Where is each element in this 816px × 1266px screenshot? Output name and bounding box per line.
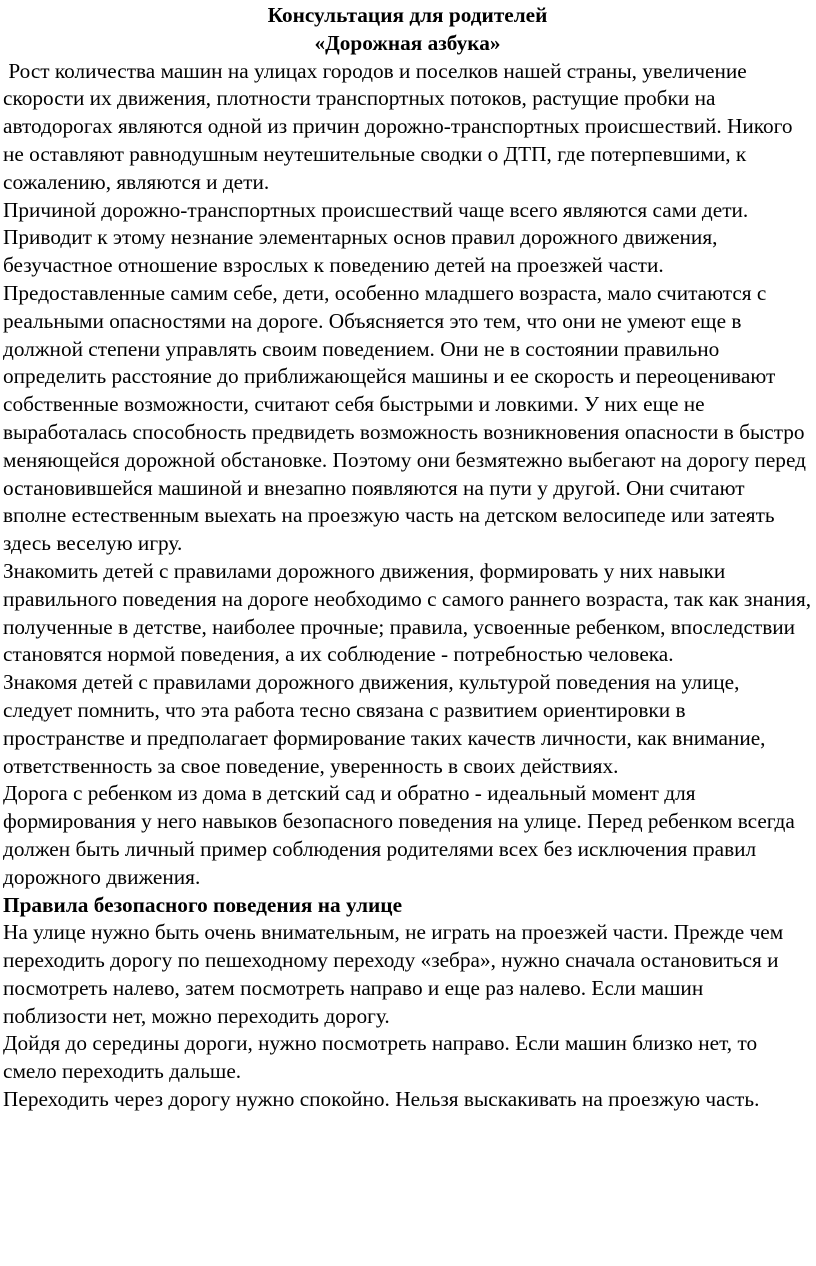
paragraph: Дойдя до середины дороги, нужно посмотреть направо. Если машин близко нет, то смело переходить дальше. <box>3 1031 758 1084</box>
section-heading: Правила безопасного поведения на улице <box>3 892 403 917</box>
document-title: Консультация для родителей <box>267 3 548 27</box>
paragraph: Знакомить детей с правилами дорожного движения, формировать у них навыки правильного поведения на дороге необходимо с самого раннего возраста, так как знания, полученные в детстве, наиболее прочные; правила, усвоенные ребенком, впоследствии становятся нормой поведения, а их соблюдение - потребностью человека. <box>3 558 812 667</box>
paragraph: Причиной дорожно-транспортных происшествий чаще всего являются сами дети. Приводит к этому незнание элементарных основ правил дорожного движения, безучастное отношение взрослых к поведению детей на проезжей части. Предоставленные самим себе, дети, особенно младшего возраста, мало считаются с реальными опасностями на дороге. Объясняется это тем, что они не умеют еще в должной степени управлять своим поведением. Они не в состоянии правильно определить расстояние до приближающейся машины и ее скорость и переоценивают собственные возможности, считают себя быстрыми и ловкими. У них еще не выработалась способность предвидеть возможность возникновения опасности в быстро меняющейся дорожной обстановке. Поэтому они безмятежно выбегают на дорогу перед остановившейся машиной и внезапно появляются на пути у другой. Они считают вполне естественным выехать на проезжую часть на детском велосипеде или затеять здесь веселую игру. <box>3 197 806 556</box>
paragraph: Знакомя детей с правилами дорожного движения, культурой поведения на улице, следует помнить, что эта работа тесно связана с развитием ориентировки в пространстве и предполагает формирование таких качеств личности, как внимание, ответственность за свое поведение, уверенность в своих действиях. <box>3 670 766 778</box>
paragraph: На улице нужно быть очень внимательным, не играть на проезжей части. Прежде чем переходить дорогу по пешеходному переходу «зебра», нужно сначала остановиться и посмотреть налево, затем посмотреть направо и еще раз налево. Если машин поблизости нет, можно переходить дорогу. <box>3 920 784 1028</box>
document-subtitle: «Дорожная азбука» <box>314 30 501 55</box>
paragraph: Переходить через дорогу нужно спокойно. Нельзя выскакивать на проезжую часть. <box>3 1087 760 1112</box>
paragraph: Рост количества машин на улицах городов и поселков нашей страны, увеличение скорости их движения, плотности транспортных потоков, растущие пробки на автодорогах являются одной из причин дорожно-транспортных происшествий. Никого не оставляют равнодушным неутешительные сводки о ДТП, где потерпевшими, к сожалению, являются и дети. <box>3 58 798 194</box>
paragraph: Дорога с ребенком из дома в детский сад и обратно - идеальный момент для формирования у него навыков безопасного поведения на улице. Перед ребенком всегда должен быть личный пример соблюдения родителями всех без исключения правил дорожного движения. <box>3 781 795 889</box>
